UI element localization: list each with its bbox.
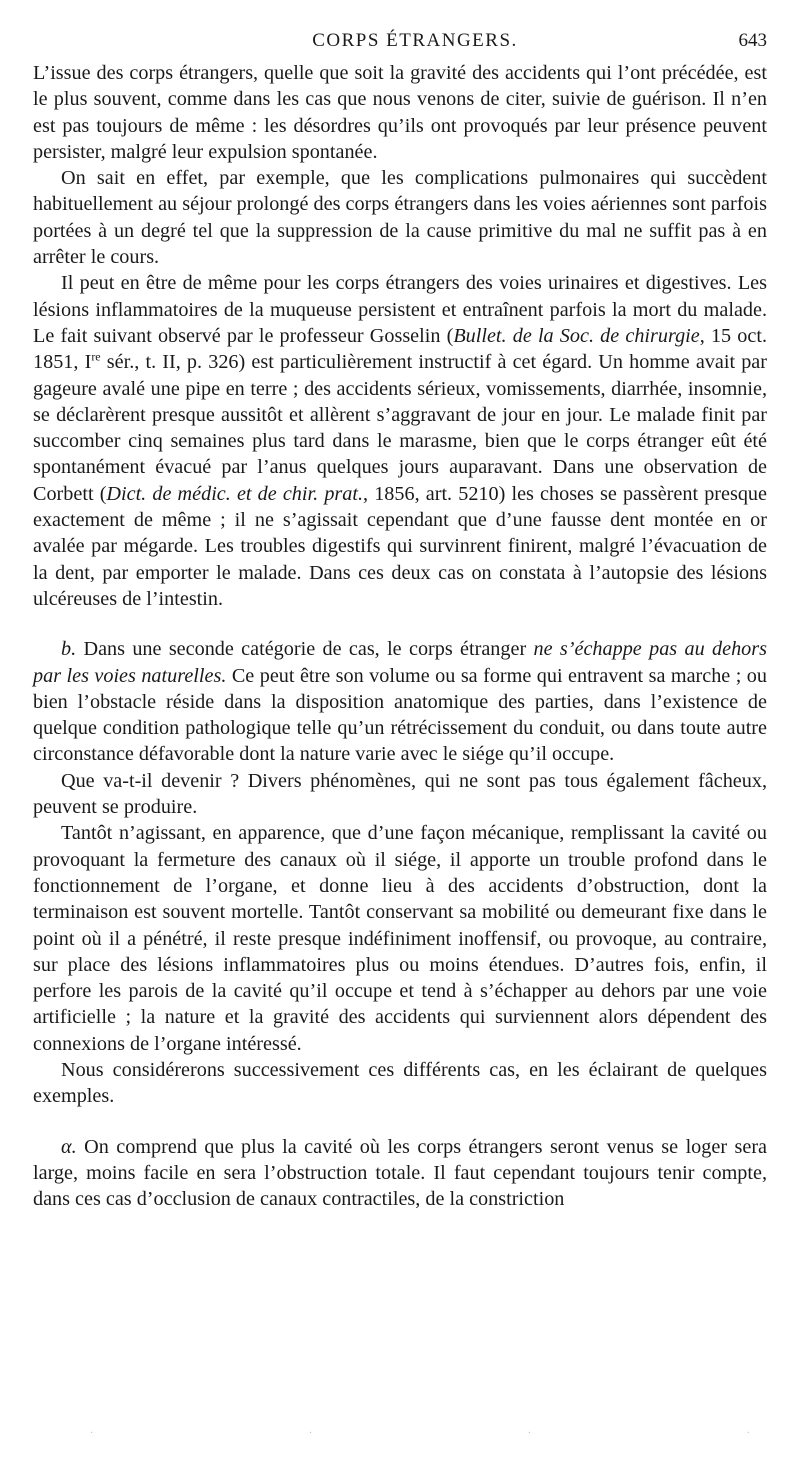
body-text	[33, 60, 767, 1212]
page-header	[33, 28, 767, 60]
paragraph-6: Tantôt n’agissant, en apparence, que d’une façon mécanique, remplissant la cavité ou provoquant la fermeture des canaux où il siége, il apporte un trouble profond dans le fonctionnement de l’organe, et donne lieu à des accidents d’obstruction, dont la terminaison est souvent mortelle. Tantôt conservant sa mobilité ou demeurant fixe dans le point où il a pénétré, il reste presque indéfiniment inoffensif, ou provoque, au contraire, sur place des lésions inflammatoires plus ou moins étendues. D’autres fois, enfin, il perfore les parois de la cavité qu’il occupe et tend à s’échapper au dehors par une voie artificielle ; la nature et la gravité des accidents qui surviennent alors dépendent des connexions de l’organe intéressé.	[33, 822, 767, 1055]
citation-corbett: Dict. de médic. et de chir. prat.	[106, 482, 364, 505]
paragraph-7: Nous considérerons successivement ces différents cas, en les éclairant de quelques exemples.	[33, 1058, 767, 1108]
running-title: CORPS ÉTRANGERS.	[312, 30, 518, 51]
paragraph-3-text-c: , 15 oct. 1851, I	[33, 324, 768, 374]
paragraph-3-text-f: , 1856, art. 5210) les choses se passèrent presque exactement de même ; il ne s’agissait cependant que d’une fausse dent montée en or avalée par mégarde. Les troubles digestifs qui survinrent finirent, malgré l’évacuation de la dent, par emporter le malade. Dans ces deux cas on constata à l’autopsie des lésions ulcéreuses de l’intestin.	[33, 482, 767, 610]
scan-dot: ·	[308, 1428, 313, 1439]
paragraph-8	[33, 1134, 767, 1213]
book-page	[33, 28, 767, 1212]
paragraph-8-text: On comprend que plus la cavité où les corps étrangers seront venus se loger sera large, moins facile en sera l’obstruction totale. Il faut cependant toujours tenir compte, dans ces cas d’occlusion de canaux contractiles, de la constriction	[33, 1135, 767, 1211]
scan-artifacts	[90, 1428, 750, 1439]
paragraph-4-text-c: Ce peut être son volume ou sa forme qui entravent sa marche ; ou bien l’obstacle réside dans la disposition anatomique des parties, dans l’existence de quelque condition pathologique telle qu’un rétrécissement du conduit, ou dans toute autre circonstance défavorable dont la nature varie avec le siége qu’il occupe.	[33, 664, 767, 766]
paragraph-4-emphasis: ne s’échappe pas au dehors par les voies naturelles.	[33, 638, 767, 687]
paragraph-3	[33, 270, 767, 612]
paragraph-4	[33, 636, 767, 767]
paragraph-3-text-d: sér., t. II, p. 326) est particulièrement instructif à cet égard. Un homme avait par gageure avalé une pipe en terre ; des accidents sérieux, vomissements, diarrhée, insomnie, se déclarèrent presque aussitôt et allèrent s’aggravant de jour en jour. Le malade finit par succomber cinq semaines plus tard dans le marasme, bien que le corps étranger eût été spontanément évacué par l’anus quelques jours auparavant. Dans une observation de Corbett (	[33, 351, 767, 505]
scan-dot: ·	[90, 1428, 94, 1439]
series-superscript: re	[91, 349, 101, 364]
scan-dot: ·	[746, 1428, 750, 1439]
paragraph-5: Que va-t-il devenir ? Divers phénomènes, qui ne sont pas tous également fâcheux, peuvent se produire.	[33, 769, 767, 819]
page-number: 643	[738, 30, 767, 51]
paragraph-2: On sait en effet, par exemple, que les complications pulmonaires qui succèdent habituellement au séjour prolongé des corps étrangers dans les voies aériennes sont parfois portées à un degré tel que la suppression de la cause primitive du mal ne suffit pas à en arrêter le cours.	[33, 167, 767, 269]
paragraph-4-text-a: Dans une seconde catégorie de cas, le corps étranger	[76, 638, 534, 661]
section-label-b: b.	[61, 638, 77, 661]
paragraph-3-text-a: Il peut en être de même pour les corps étrangers des voies urinaires et digestives. Les lésions inflammatoires de la muqueuse persistent et entraînent parfois la mort du malade. Le fait suivant observé par le professeur Gosselin (	[33, 272, 767, 347]
paragraph-1: L’issue des corps étrangers, quelle que soit la gravité des accidents qui l’ont précédée, est le plus souvent, comme dans les cas que nous venons de citer, suivie de guérison. Il n’en est pas toujours de même : les désordres qu’ils ont provoqués par leur présence peuvent persister, malgré leur expulsion spontanée.	[33, 62, 767, 163]
citation-gosselin: Bullet. de la Soc. de chirurgie	[453, 324, 700, 347]
section-label-alpha: α.	[61, 1135, 77, 1158]
scan-dot: ·	[527, 1428, 532, 1439]
